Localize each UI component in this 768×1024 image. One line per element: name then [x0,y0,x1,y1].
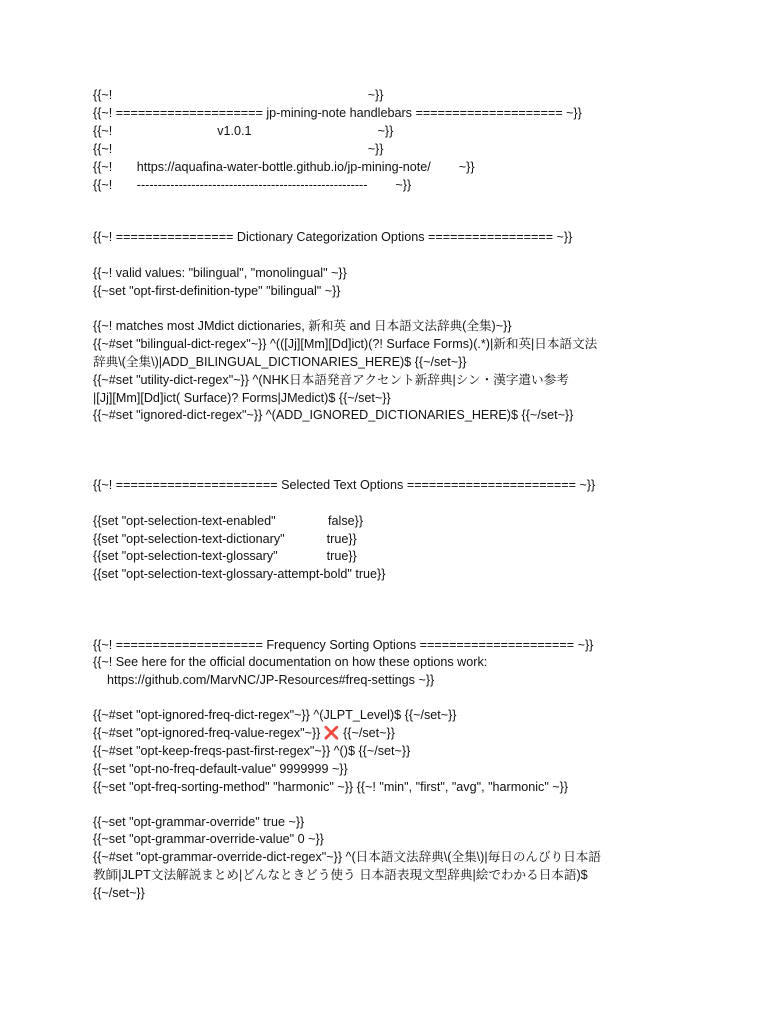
grammar-override-dict-regex-end: {{~/set~}} [93,886,145,900]
utility-dict-regex-line: {{~#set "utility-dict-regex"~}} ^(NHK日本語発音アクセント新辞典|シン・漢字遣い参考 [93,373,569,387]
valid-values-comment: {{~! valid values: "bilingual", "monolingual" ~}} [93,266,347,280]
selection-text-glossary-bold-line: {{set "opt-selection-text-glossary-attempt-bold" true}} [93,567,386,581]
grammar-override-line: {{~set "opt-grammar-override" true ~}} [93,815,305,829]
bilingual-dict-regex-line: {{~#set "bilingual-dict-regex"~}} ^(([Jj][Mm][Dd]ict)(?! Surface Forms)(.*)|新和英|日本語文法 [93,337,598,351]
jmdict-comment-line: {{~! matches most JMdict dictionaries, 新和英 and 日本語文法辞典(全集)~}} [93,319,512,333]
documentation-comment-line: {{~! See here for the official documentation on how these options work: [93,655,488,669]
bilingual-dict-regex-cont: 辞典\(全集\)|ADD_BILINGUAL_DICTIONARIES_HERE)$ {{~/set~}} [93,355,467,369]
first-definition-type-line: {{~set "opt-first-definition-type" "bilingual" ~}} [93,284,341,298]
keep-freqs-past-first-line: {{~#set "opt-keep-freqs-past-first-regex"~}} ^()$ {{~/set~}} [93,744,411,758]
no-freq-default-value-line: {{~set "opt-no-freq-default-value" 9999999 ~}} [93,762,348,776]
utility-dict-regex-cont: |[Jj][Mm][Dd]ict( Surface)? Forms|JMedict)$ {{~/set~}} [93,391,391,405]
documentation-url-line: https://github.com/MarvNC/JP-Resources#freq-settings ~}} [107,673,435,687]
selection-text-glossary-line: {{set "opt-selection-text-glossary" true}} [93,549,357,563]
header-url-line: {{~! https://aquafina-water-bottle.github.io/jp-mining-note/ ~}} [93,160,475,174]
ignored-freq-value-regex-text: {{~#set "opt-ignored-freq-value-regex"~}} [93,726,321,740]
cross-mark-icon: ❌ [323,726,340,740]
header-version-line: {{~! v1.0.1 ~}} [93,124,394,138]
ignored-dict-regex-line: {{~#set "ignored-dict-regex"~}} ^(ADD_IGNORED_DICTIONARIES_HERE)$ {{~/set~}} [93,408,574,422]
ignored-freq-value-regex-end: {{~/set~}} [343,726,395,740]
grammar-override-value-line: {{~set "opt-grammar-override-value" 0 ~}} [93,832,324,846]
selected-text-heading: {{~! ====================== Selected Text Options ======================= ~}} [93,478,596,492]
header-title-line: {{~! ==================== jp-mining-note handlebars ==================== ~}} [93,106,582,120]
ignored-freq-dict-regex-line: {{~#set "opt-ignored-freq-dict-regex"~}} ^(JLPT_Level)$ {{~/set~}} [93,708,457,722]
freq-sorting-method-line: {{~set "opt-freq-sorting-method" "harmonic" ~}} {{~! "min", "first", "avg", "harmonic" ~}} [93,780,569,794]
grammar-override-dict-regex-line: {{~#set "opt-grammar-override-dict-regex"~}} ^(日本語文法辞典\(全集\)|毎日のんびり日本語 [93,850,601,864]
selection-text-enabled-line: {{set "opt-selection-text-enabled" false}} [93,514,364,528]
frequency-sorting-heading: {{~! ==================== Frequency Sorting Options ===================== ~}} [93,638,594,652]
ignored-freq-value-regex-line [93,724,395,742]
grammar-override-dict-regex-cont: 教師|JLPT文法解説まとめ|どんなときどう使う 日本語表現文型辞典|絵でわかる日本語)$ [93,868,588,882]
header-line-1: {{~! ~}} [93,88,384,102]
header-line-4: {{~! ~}} [93,142,384,156]
dictionary-categorization-heading: {{~! ================ Dictionary Categorization Options ================= ~}} [93,230,573,244]
selection-text-dictionary-line: {{set "opt-selection-text-dictionary" true}} [93,532,357,546]
header-divider-line: {{~! ------------------------------------------------------- ~}} [93,178,412,192]
